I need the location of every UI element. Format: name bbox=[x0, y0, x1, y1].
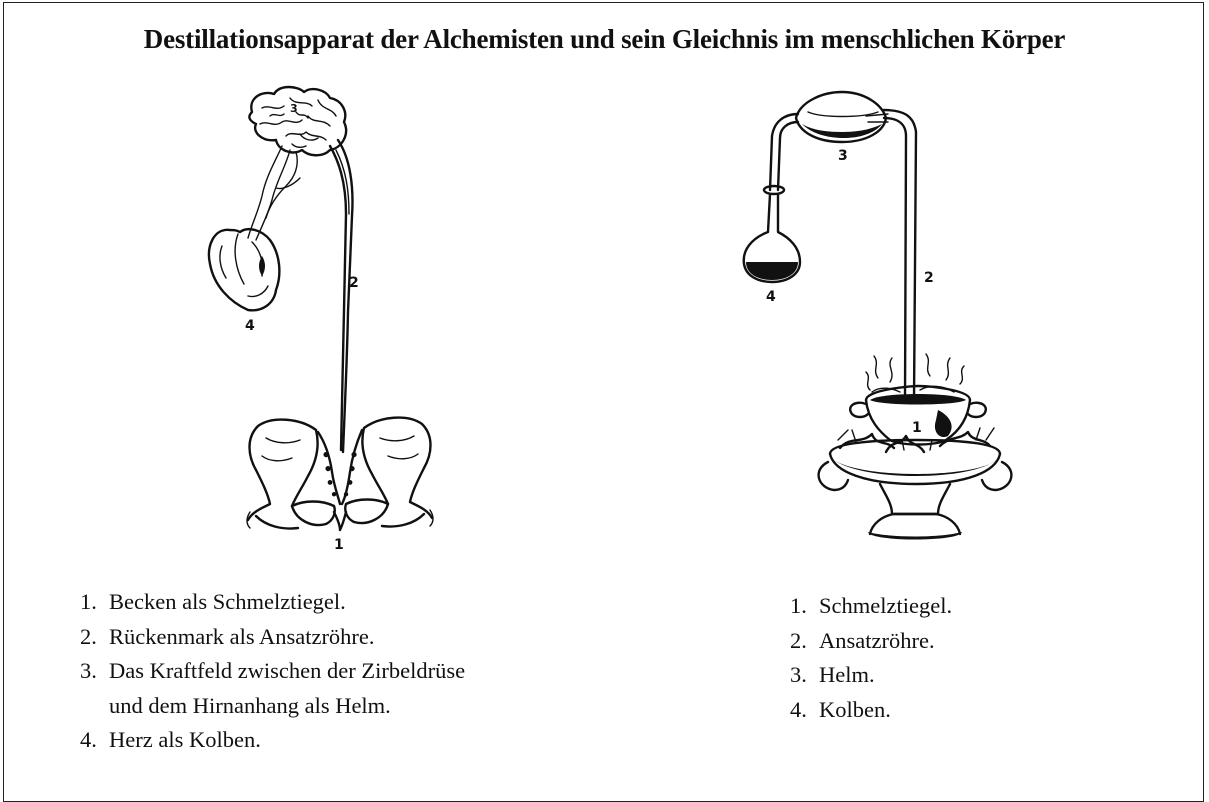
brain-label: 3 bbox=[290, 102, 298, 115]
crucible-label: 1 bbox=[912, 420, 922, 436]
legend-item bbox=[790, 658, 1090, 693]
legend-number: 4. bbox=[80, 727, 97, 752]
heart-label: 4 bbox=[245, 318, 255, 334]
legend-item bbox=[80, 585, 600, 620]
legend-text: Becken als Schmelztiegel. bbox=[109, 589, 346, 614]
brain-drawing bbox=[249, 87, 346, 155]
legend-number: 2. bbox=[790, 627, 807, 653]
legend-item bbox=[790, 693, 1090, 728]
legend-number: 3. bbox=[790, 662, 807, 687]
diagram-title: Destillationsapparat der Alchemisten und sein Gleichnis im menschlichen Körper bbox=[143, 24, 1066, 54]
legend-number: 3. bbox=[80, 658, 97, 683]
flask-label: 4 bbox=[766, 289, 776, 305]
legend-number: 1. bbox=[790, 593, 807, 618]
legend-text: Herz als Kolben. bbox=[109, 727, 261, 752]
spine-label: 2 bbox=[349, 275, 359, 291]
legend-item bbox=[790, 589, 1090, 624]
legend-text: Kolben. bbox=[819, 696, 891, 722]
legend-item bbox=[80, 723, 600, 758]
flask-drawing bbox=[744, 186, 800, 282]
spinal-cord-drawing bbox=[330, 140, 352, 452]
legend-text: Ansatzröhre. bbox=[819, 627, 935, 653]
tube-label: 2 bbox=[924, 270, 934, 286]
pelvis-drawing bbox=[247, 418, 433, 530]
legend-text: Rückenmark als Ansatzröhre. bbox=[109, 623, 375, 649]
legend-number: 1. bbox=[80, 589, 97, 614]
legend-item bbox=[790, 624, 1090, 659]
legend-number: 2. bbox=[80, 623, 97, 649]
legend-text: Das Kraftfeld zwischen der Zirbeldrüse und dem Hirnanhang als Helm. bbox=[109, 658, 466, 718]
legend-left bbox=[80, 585, 600, 758]
helm-label: 3 bbox=[838, 148, 848, 164]
legend-item bbox=[80, 620, 600, 655]
body-figure bbox=[209, 87, 433, 553]
apparatus-figure bbox=[744, 92, 1012, 540]
legend-item bbox=[80, 654, 600, 723]
legend-right bbox=[790, 589, 1090, 727]
legend-number: 4. bbox=[790, 696, 807, 722]
heart-nerves-drawing bbox=[248, 146, 300, 240]
heart-drawing bbox=[209, 229, 279, 310]
pelvis-label: 1 bbox=[334, 537, 344, 553]
legend-text: Helm. bbox=[819, 662, 875, 687]
helm-drawing bbox=[770, 92, 916, 400]
legend-text: Schmelztiegel. bbox=[819, 593, 953, 618]
